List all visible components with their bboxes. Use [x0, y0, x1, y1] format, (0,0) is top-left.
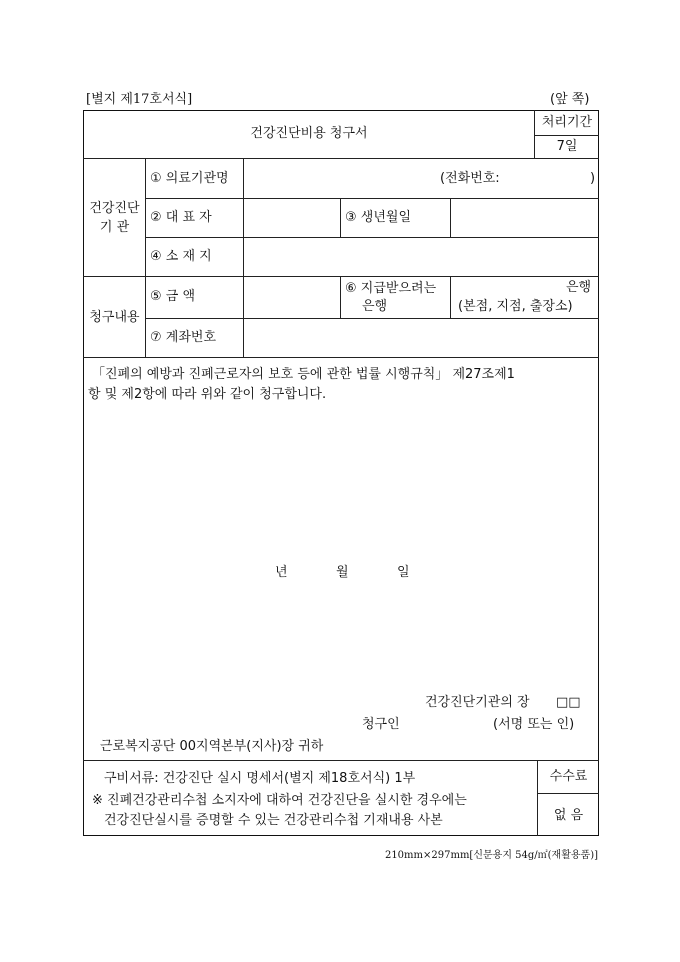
rule-field-col	[243, 158, 244, 357]
claimant-label: 청구인	[362, 717, 400, 732]
bank-label: ⑥ 지급받으려는	[345, 281, 437, 296]
amount-label: ⑤ 금 액	[150, 289, 196, 304]
date-year: 년	[275, 565, 288, 580]
institution-head-label: 건강진단기관의 장	[425, 695, 530, 710]
note-line-2: 건강진단실시를 증명할 수 있는 건강관리수첩 기재내용 사본	[104, 813, 443, 828]
institution-section-label: 건강진단	[89, 201, 140, 216]
date-month: 월	[336, 565, 349, 580]
rule-bank-right	[450, 276, 451, 318]
form-title: 건강진단비용 청구서	[250, 126, 368, 141]
birth-date-label: ③ 생년월일	[345, 210, 412, 225]
claim-section-label: 청구내용	[89, 310, 140, 325]
rule-title-bottom	[83, 158, 599, 159]
phone-label: (전화번호:	[440, 171, 500, 186]
rule-row2	[145, 237, 599, 238]
page-side-label: (앞 쪽)	[550, 92, 590, 107]
bank-suffix: 은행	[566, 280, 592, 295]
form-label: [별지 제17호서식]	[86, 92, 193, 107]
fee-label: 수수료	[549, 769, 588, 784]
processing-period-label: 처리기간	[541, 115, 593, 130]
rule-label-col	[145, 158, 146, 357]
address-label: ④ 소 재 지	[150, 249, 212, 264]
statement-line-1: 「진폐의 예방과 진폐근로자의 보호 등에 관한 법률 시행규칙」 제27조제1	[92, 367, 515, 382]
processing-period-value: 7일	[556, 139, 578, 154]
rule-processing-split	[534, 135, 599, 136]
phone-close: )	[590, 171, 596, 186]
representative-label: ② 대 표 자	[150, 210, 212, 225]
bank-label-2: 은행	[362, 299, 388, 314]
rule-footer-top	[83, 760, 599, 761]
account-number-label: ⑦ 계좌번호	[150, 330, 217, 345]
rule-fee-split	[537, 793, 599, 794]
bank-branch-options: (본점, 지점, 출장소)	[458, 299, 573, 314]
date-day: 일	[397, 565, 410, 580]
required-documents: 구비서류: 건강진단 실시 명세서(별지 제18호서식) 1부	[104, 771, 416, 786]
rule-bank-left	[340, 276, 341, 318]
institution-head-mark: □□	[556, 695, 581, 710]
rule-birth-left	[340, 198, 341, 237]
statement-line-2: 항 및 제2항에 따라 위와 같이 청구합니다.	[88, 387, 327, 402]
fee-value: 없 음	[553, 808, 584, 823]
rule-row1	[145, 198, 599, 199]
signature-hint: (서명 또는 인)	[493, 717, 575, 732]
rule-birth-right	[450, 198, 451, 237]
rule-row4	[145, 318, 599, 319]
rule-table-bottom	[83, 357, 599, 358]
rule-section-split	[83, 276, 599, 277]
institution-section-label-2: 기 관	[99, 220, 130, 235]
institution-name-label: ① 의료기관명	[150, 171, 229, 186]
recipient: 근로복지공단 00지역본부(지사)장 귀하	[100, 739, 324, 754]
paper-size-note: 210mm×297mm[신문용지 54g/㎡(재활용품)]	[384, 850, 598, 861]
note-line-1: ※ 진폐건강관리수첩 소지자에 대하여 건강진단을 실시한 경우에는	[92, 793, 467, 808]
